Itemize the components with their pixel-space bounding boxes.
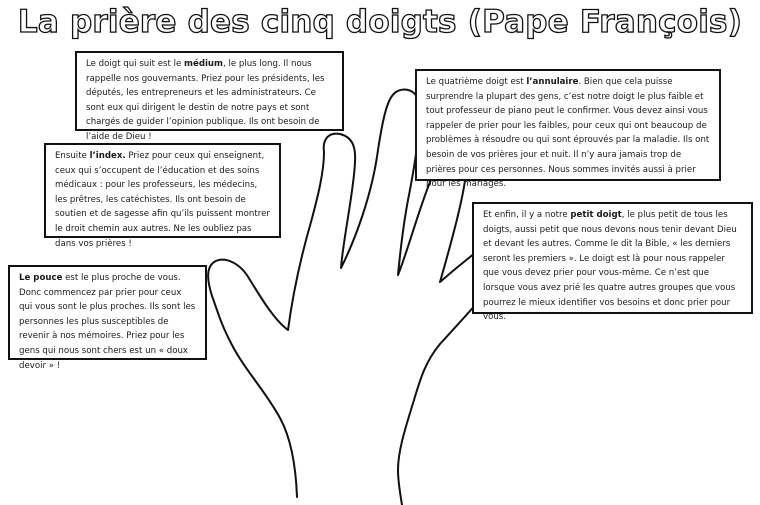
index-finger-box [44,143,281,249]
thumb-box [8,265,207,371]
medium-bold: médium [184,59,223,69]
annulaire-bold: l’annulaire [526,77,579,87]
ring-finger-box [415,69,721,190]
petit-post: , le plus petit de tous les doigts, aussi petit que nous devons nous tenir devant Dieu et devant les autres. Comme le dit la Bible, « les derniers seront les premiers ». Le doigt est là pour nous rappeler que vous devez prier pour vous-même. Ce n’est que lorsque vous avez prié les quatre autres groupes que vous pourrez le mieux identifier vos besoins et donc prier pour vous. [483,210,737,323]
pouce-bold: Le pouce [19,273,63,283]
pouce-post: est le plus proche de vous. Donc commencez par prier pour ceux qui vous sont le plus proches. Ils sont les personnes les plus susceptibles de revenir à nos mémoires. Priez pour les gens qui nous sont chers est un « doux devoir » ! [19,273,196,371]
annulaire-post: . Bien que cela puisse surprendre la plupart des gens, c’est notre doigt le plus faible et tout professeur de piano peut le confirmer. Vous devez ainsi vous rappeler de prier pour les faibles, pour ceux qui ont beaucoup de problèmes à résoudre ou qui sont éprouvés par la maladie. Ils ont besoin de vos prières jour et nuit. Il n’y aura jamais trop de prières pour ces personnes. Nous sommes invités aussi à prier pour les mariages. [426,77,710,190]
annulaire-pre: Le quatrième doigt est [426,77,527,87]
medium-finger-box [75,51,344,142]
page-title: La prière des cinq doigts (Pape François) [17,4,743,40]
petit-bold: petit doigt [570,210,622,220]
index-bold: l’index. [89,151,126,161]
medium-pre: Le doigt qui suit est le [86,59,185,69]
index-post: Priez pour ceux qui enseignent, ceux qui s’occupent de l’éducation et des soins médicaux : pour les professeurs, les médecins, les prêtres, les catéchistes. Ils ont besoin de soutien et de sagesse afin qu’ils puissent montrer le droit chemin aux autres. Ne les oubliez pas dans vos prières ! [55,151,270,249]
little-finger-box [472,202,753,323]
petit-pre: Et enfin, il y a notre [483,210,571,220]
medium-post: , le plus long. Il nous rappelle nos gouvernants. Priez pour les présidents, les députés, les entrepreneurs et les administrateurs. Ce sont eux qui dirigent le destin de notre pays et sont chargés de guider l’opinion publique. Ils ont besoin de l’aide de Dieu ! [86,59,325,142]
index-pre: Ensuite [55,151,90,161]
